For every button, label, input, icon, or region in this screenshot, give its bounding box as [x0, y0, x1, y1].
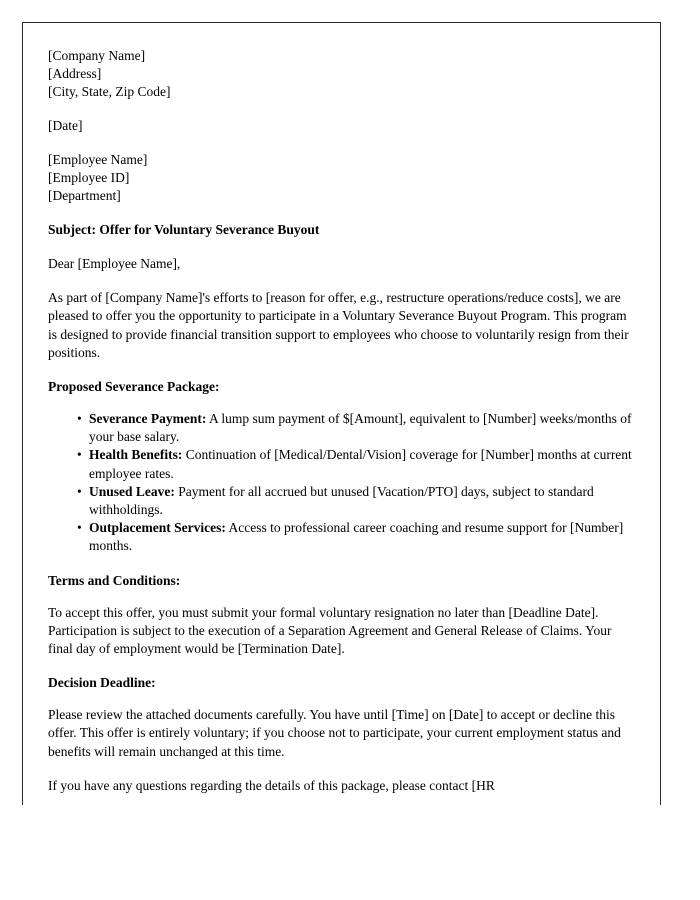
list-item-text: A lump sum payment of $[Amount], equivalent to [Number] weeks/months of your base salary.: [89, 411, 632, 445]
list-item-label: Severance Payment:: [89, 411, 207, 427]
document-page: [22, 22, 661, 805]
sender-address-line: [Address]: [48, 66, 102, 81]
list-item: [89, 410, 636, 446]
intro-paragraph: As part of [Company Name]'s efforts to [reason for offer, e.g., restructure operations/reduce costs], we are pleased to offer you the opportunity to participate in a Voluntary Severance Buyout Program. This program is designed to provide financial transition support to employees who choose to voluntarily resign from their positions.: [48, 290, 629, 360]
list-item: [89, 519, 636, 555]
recipient-employee-id-line: [Employee ID]: [48, 170, 130, 185]
proposed-severance-package-heading: Proposed Severance Package:: [48, 379, 220, 395]
date-line: [Date]: [48, 118, 83, 133]
terms-and-conditions-heading: Terms and Conditions:: [48, 572, 181, 588]
subject-line: Subject: Offer for Voluntary Severance Buyout: [48, 222, 320, 237]
salutation: Dear [Employee Name],: [48, 256, 181, 271]
recipient-department-line: [Department]: [48, 188, 121, 203]
list-item-label: Outplacement Services:: [89, 520, 226, 536]
recipient-block: [48, 151, 636, 205]
closing-paragraph: If you have any questions regarding the details of this package, please contact [HR: [48, 777, 495, 793]
list-item-text: Payment for all accrued but unused [Vacation/PTO] days, subject to standard withholdings.: [89, 483, 594, 518]
document-body: [23, 23, 660, 795]
decision-deadline-paragraph: Please review the attached documents carefully. You have until [Time] on [Date] to accept or decline this offer. This offer is entirely voluntary; if you choose not to participate, your current employment status and benefits will remain unchanged at this time.: [48, 707, 621, 759]
list-item: [89, 446, 636, 482]
list-item-label: Health Benefits:: [89, 447, 183, 463]
severance-package-list: [48, 410, 636, 556]
terms-and-conditions-paragraph: To accept this offer, you must submit your formal voluntary resignation no later than [Deadline Date]. Participation is subject to the execution of a Separation Agreement and General Release of Claims. Your final day of employment would be [Termination Date].: [48, 604, 612, 657]
recipient-name-line: [Employee Name]: [48, 152, 148, 167]
sender-company-line: [Company Name]: [48, 48, 146, 63]
list-item-label: Unused Leave:: [89, 483, 175, 499]
list-item-text: Access to professional career coaching and resume support for [Number] months.: [89, 520, 624, 554]
sender-address-block: [48, 47, 636, 101]
list-item: [89, 483, 636, 519]
decision-deadline-heading: Decision Deadline:: [48, 675, 156, 691]
sender-city-state-zip-line: [City, State, Zip Code]: [48, 84, 171, 99]
list-item-text: Continuation of [Medical/Dental/Vision] coverage for [Number] months at current employee rates.: [89, 447, 632, 481]
date-block: [48, 117, 636, 135]
